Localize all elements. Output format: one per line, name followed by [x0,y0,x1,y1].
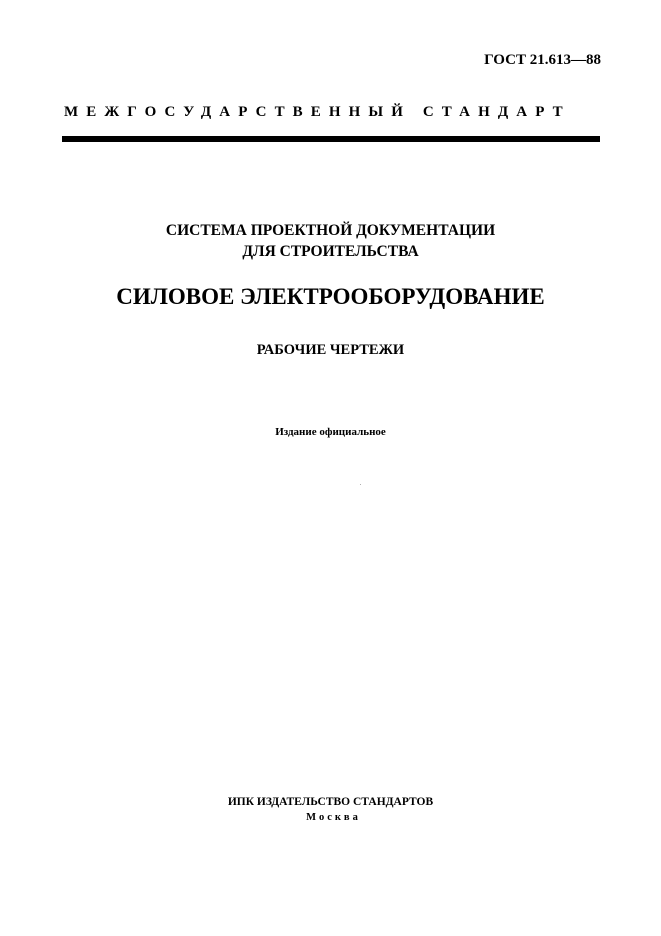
subtitle: РАБОЧИЕ ЧЕРТЕЖИ [256,342,405,358]
scan-speck [360,484,361,485]
series-title-line-2: ДЛЯ СТРОИТЕЛЬСТВА [242,243,419,260]
standard-type-heading: МЕЖГОСУДАРСТВЕННЫЙ СТАНДАРТ [64,104,571,120]
series-title [0,220,661,262]
main-title: СИЛОВОЕ ЭЛЕКТРООБОРУДОВАНИЕ [116,284,545,309]
document-number: ГОСТ 21.613—88 [484,52,601,68]
series-title-line-1: СИСТЕМА ПРОЕКТНОЙ ДОКУМЕНТАЦИИ [165,222,496,239]
publisher-name: ИПК ИЗДАТЕЛЬСТВО СТАНДАРТОВ [227,796,434,808]
edition-note: Издание официальное [275,426,386,438]
header-divider [62,136,600,142]
publisher-city: Москва [306,812,361,823]
